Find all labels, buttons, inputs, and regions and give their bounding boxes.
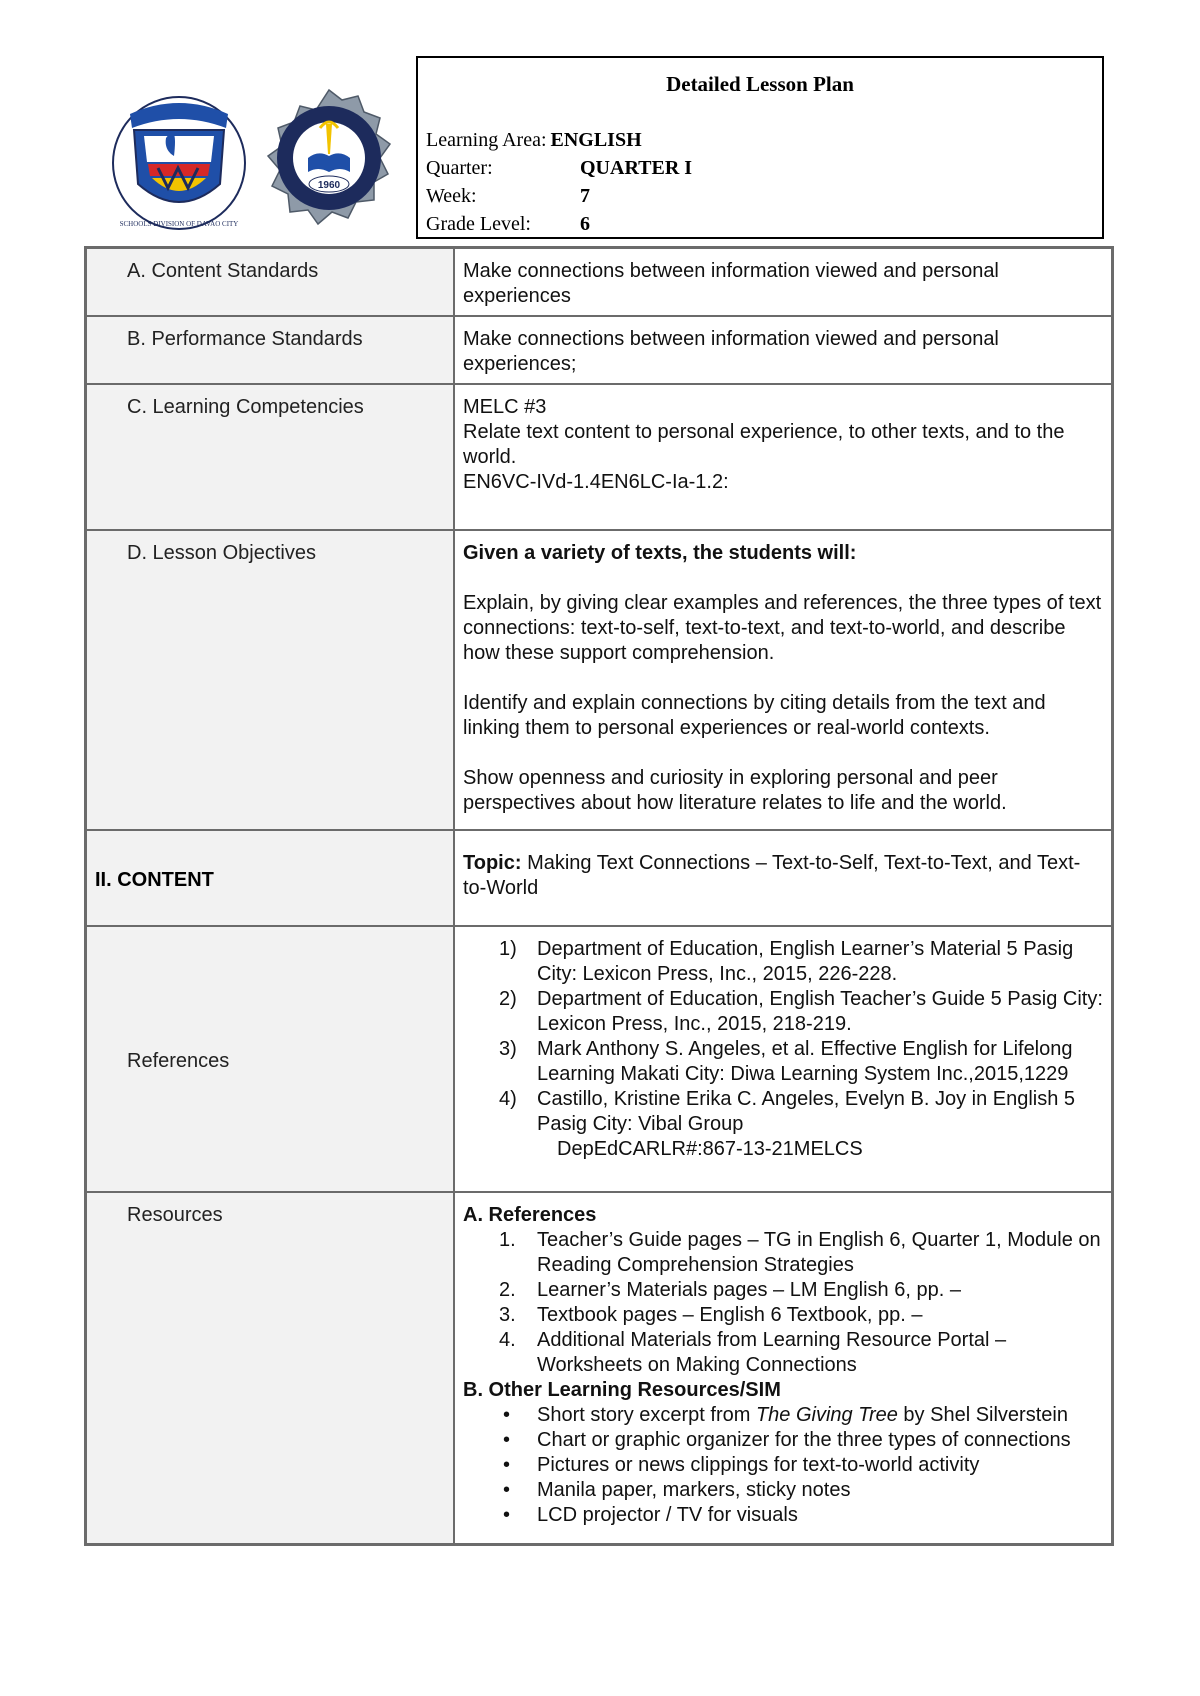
topic-cell: [454, 830, 1113, 926]
content-standards-row: [86, 248, 1113, 317]
list-item: 2. Learner’s Materials pages – LM English 6, pp. –: [499, 1279, 961, 1301]
svg-text:SCHOOLS DIVISION OF DAVAO CITY: SCHOOLS DIVISION OF DAVAO CITY: [119, 220, 239, 228]
objectives-intro: Given a variety of texts, the students will:: [463, 542, 857, 564]
learning-competencies-row: [86, 384, 1113, 530]
svg-text:1960: 1960: [317, 180, 341, 191]
resources-b-heading: B. Other Learning Resources/SIM: [463, 1379, 781, 1401]
resources-cell: [454, 1192, 1113, 1544]
learning-area-row: Learning Area: ENGLISH: [426, 129, 642, 151]
topic-label: Topic:: [463, 852, 522, 874]
competency-code: EN6VC-IVd-1.4EN6LC-Ia-1.2:: [463, 471, 729, 493]
header-box: [416, 56, 1104, 239]
list-item: 3. Textbook pages – English 6 Textbook, pp. –: [499, 1304, 923, 1326]
performance-standards-text: Make connections between information viewed and personal experiences;: [454, 316, 1113, 384]
resources-a-list: [463, 1228, 1103, 1378]
references-list: [463, 937, 1103, 1137]
row-label: II. CONTENT: [86, 830, 455, 926]
row-label: C. Learning Competencies: [86, 384, 455, 530]
competency-text: Relate text content to personal experience, to other texts, and to the world.: [463, 421, 1065, 468]
list-item: 1. Teacher’s Guide pages – TG in English 6, Quarter 1, Module on Reading Comprehension Strategies: [499, 1229, 1101, 1276]
division-logo: [108, 92, 250, 234]
list-item: 4) Castillo, Kristine Erika C. Angeles, Evelyn B. Joy in English 5 Pasig City: Vibal Group: [499, 1088, 1076, 1135]
bullet-icon: •: [503, 1404, 511, 1426]
week-row: Week: 7: [426, 185, 590, 207]
content-row: [86, 830, 1113, 926]
lesson-plan-table: [84, 246, 1114, 1546]
list-item: • Short story excerpt from The Giving Tree by Shel Silverstein: [503, 1404, 1068, 1426]
row-label: Resources: [86, 1192, 455, 1544]
row-label: D. Lesson Objectives: [86, 530, 455, 830]
quarter-row: Quarter: QUARTER I: [426, 157, 693, 179]
learning-competencies-cell: [454, 384, 1113, 530]
document-title: Detailed Lesson Plan: [666, 72, 854, 96]
list-item: 4. Additional Materials from Learning Resource Portal – Worksheets on Making Connections: [499, 1329, 1007, 1376]
bullet-icon: •: [503, 1429, 511, 1451]
list-item: • Pictures or news clippings for text-to-world activity: [503, 1454, 980, 1476]
bullet-icon: •: [503, 1504, 511, 1526]
list-item: • LCD projector / TV for visuals: [503, 1504, 798, 1526]
resources-b-list: [463, 1403, 1103, 1528]
references-row: [86, 926, 1113, 1192]
objective-item: Explain, by giving clear examples and references, the three types of text connections: text-to-self, text-to-text, and text-to-world, and describe how these support comprehension.: [463, 592, 1102, 664]
references-cell: [454, 926, 1113, 1192]
deped-carlr-code: DepEdCARLR#:867-13-21MELCS: [557, 1138, 863, 1160]
row-label: A. Content Standards: [86, 248, 455, 317]
topic-text: Making Text Connections – Text-to-Self, Text-to-Text, and Text-to-World: [463, 852, 1081, 899]
melc-number: MELC #3: [463, 396, 547, 418]
list-item: 3) Mark Anthony S. Angeles, et al. Effective English for Lifelong Learning Makati City: Diwa Learning System Inc.,2015,1229: [499, 1038, 1073, 1085]
row-label: References: [86, 926, 455, 1192]
grade-level-row: Grade Level: 6: [426, 213, 590, 235]
performance-standards-row: [86, 316, 1113, 384]
list-item: 1) Department of Education, English Learner’s Material 5 Pasig City: Lexicon Press, Inc., 2015, 226-228.: [499, 938, 1074, 985]
content-standards-text: Make connections between information viewed and personal experiences: [454, 248, 1113, 317]
lesson-objectives-row: [86, 530, 1113, 830]
row-label: B. Performance Standards: [86, 316, 455, 384]
school-logo: [256, 88, 402, 238]
bullet-icon: •: [503, 1479, 511, 1501]
lesson-objectives-cell: [454, 530, 1113, 830]
list-item: • Manila paper, markers, sticky notes: [503, 1479, 851, 1501]
objective-item: Show openness and curiosity in exploring personal and peer perspectives about how literature relates to life and the world.: [463, 767, 1007, 814]
bullet-icon: •: [503, 1454, 511, 1476]
resources-a-heading: A. References: [463, 1204, 597, 1226]
list-item: 2) Department of Education, English Teacher’s Guide 5 Pasig City: Lexicon Press, Inc., 2015, 218-219.: [499, 988, 1103, 1035]
list-item: • Chart or graphic organizer for the three types of connections: [503, 1429, 1071, 1451]
objective-item: Identify and explain connections by citing details from the text and linking them to personal experiences or real-world contexts.: [463, 692, 1046, 739]
resources-row: [86, 1192, 1113, 1544]
